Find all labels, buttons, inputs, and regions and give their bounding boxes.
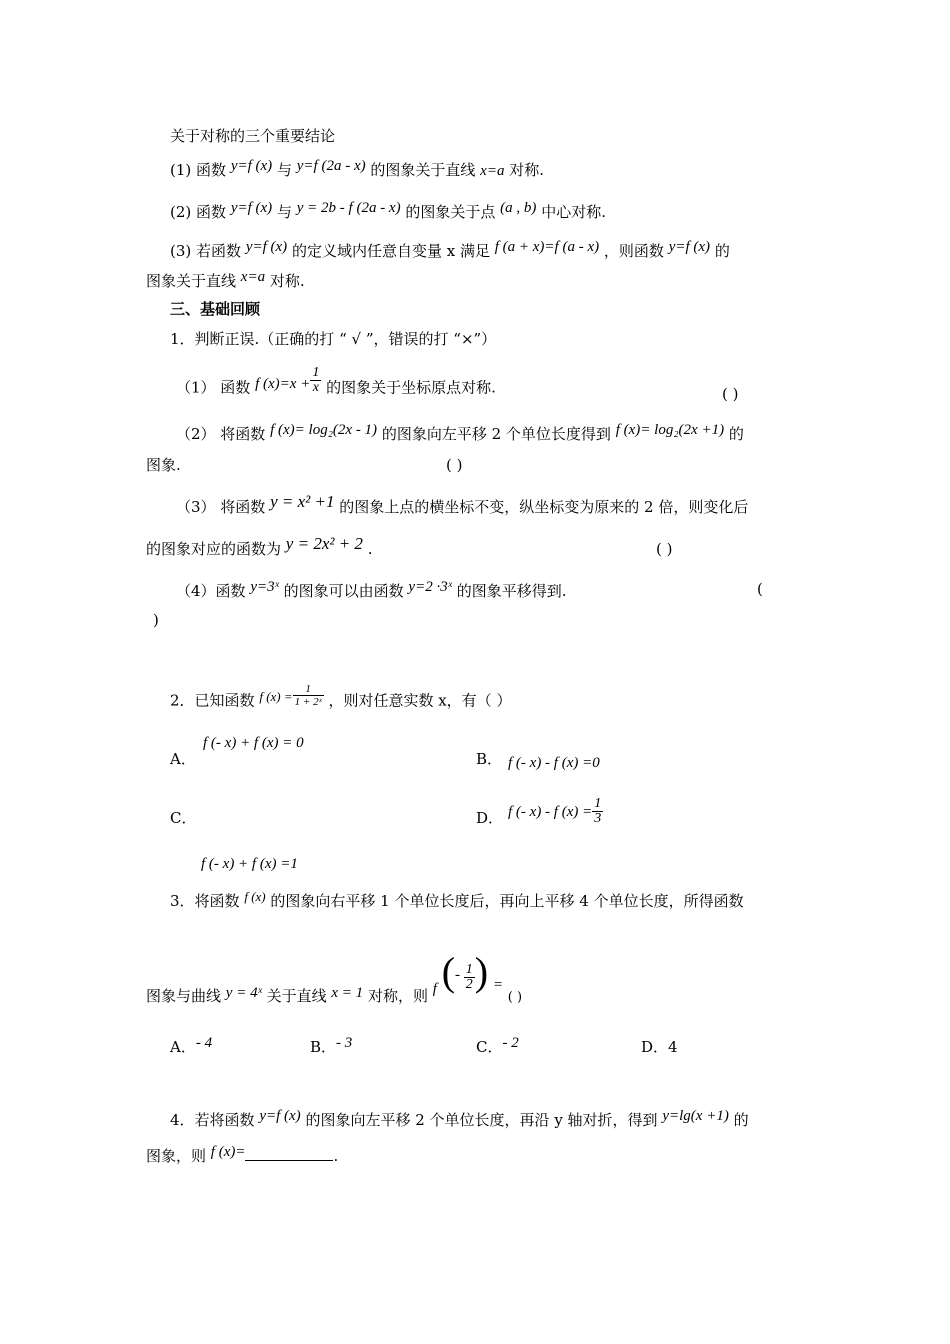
conclusion-1-math-3: x=a — [480, 163, 505, 179]
q3-option-b-label: B． — [310, 1038, 337, 1056]
q1-item-4-paren-open: ( — [757, 580, 763, 598]
q3-line-2 — [146, 949, 523, 1005]
q1-item-2-text: 的图象向左平移 2 个单位长度得到 — [381, 425, 611, 443]
q3-right-paren: ) — [474, 949, 489, 994]
q2-frac-den: 1 + 2ˣ — [294, 696, 322, 708]
q1-item-2-math-2: f (x)= log₂(2x +1) — [615, 422, 725, 438]
q3-line2-b: 关于直线 — [266, 987, 327, 1005]
q1-item-4-math-2: y=2 ·3ˣ — [408, 579, 452, 595]
q4-stem — [170, 1110, 749, 1131]
conclusion-1 — [170, 160, 544, 181]
q1-item-2-end: 的 — [728, 425, 744, 443]
conclusion-1-math-2: y=f (2a - x) — [296, 158, 366, 174]
q1-item-3-line2-end: . — [367, 540, 373, 558]
q1-item-1-label: （1） 函数 — [176, 378, 251, 397]
q3-option-a-label: A． — [170, 1038, 196, 1056]
q3-math-1: f (x) — [244, 889, 266, 904]
conclusion-1-suffix: 的图象关于直线 — [370, 161, 476, 179]
conclusion-3-prefix: (3) 若函数 — [170, 242, 242, 260]
q1-item-4-math-1: y=3ˣ — [250, 579, 279, 595]
conclusion-2-math-3: (a , b) — [500, 200, 537, 216]
q3-math-4: f — [432, 981, 437, 997]
q4-end: 的 — [733, 1111, 749, 1129]
conclusion-2 — [170, 202, 606, 223]
conclusion-1-prefix: (1) 函数 — [170, 161, 227, 179]
q3-stem — [170, 891, 744, 912]
conclusion-2-suffix: 的图象关于点 — [405, 203, 496, 221]
q4-answer-blank[interactable] — [245, 1146, 333, 1161]
q1-item-1-fraction — [310, 366, 321, 395]
q4-stem-a: 4．若将函数 — [170, 1111, 255, 1129]
q4-math-1: y=f (x) — [259, 1108, 301, 1124]
conclusion-3-line-2 — [146, 271, 305, 292]
conclusion-3-math-3: y=f (x) — [668, 239, 711, 255]
q3-math-5: = — [492, 977, 504, 993]
q1-item-2-answer-paren: ( ) — [446, 456, 463, 474]
q1-item-2 — [176, 424, 744, 445]
conclusion-3-line2-math: x=a — [240, 269, 266, 285]
conclusion-2-prefix: (2) 函数 — [170, 203, 227, 221]
conclusion-3-math-2: f (a + x)=f (a - x) — [494, 239, 600, 255]
q3-line2-c: 对称，则 — [367, 987, 428, 1005]
section-title: 三、基础回顾 — [170, 300, 261, 318]
q3-option-c-label: C． — [476, 1038, 503, 1056]
q1-item-3-math-2: y = 2x² + 2 — [285, 534, 363, 553]
q3-math-2: y = 4ˣ — [225, 985, 262, 1001]
q3-frac-num: 1 — [465, 961, 473, 977]
q1-stem: 1．判断正误.（正确的打 “ √ ”，错误的打 “×”） — [170, 330, 497, 348]
q1-item-4 — [176, 581, 567, 602]
q3-option-c-value: - 2 — [502, 1035, 519, 1051]
q2-math: f (x) = — [259, 688, 293, 704]
q1-item-1 — [176, 365, 496, 403]
conclusion-2-end: 中心对称. — [541, 203, 606, 221]
q2-option-c-expr: f (- x) + f (x) =1 — [201, 856, 298, 872]
q3-answer-paren: ( ) — [507, 990, 523, 1005]
q3-option-b — [310, 1037, 352, 1058]
conclusion-3-math-1: y=f (x) — [245, 239, 288, 255]
q2-option-c-label: C． — [170, 809, 197, 827]
q2-stem-a: 2．已知函数 — [170, 691, 255, 710]
q2-option-b-label: B． — [476, 750, 503, 768]
q1-item-1-frac-num: 1 — [312, 365, 320, 380]
q1-item-1-math: f (x)=x + — [255, 375, 311, 392]
conclusion-3-mid: 的定义域内任意自变量 x 满足 — [291, 242, 490, 260]
q3-math-3: x = 1 — [331, 985, 364, 1001]
q2-fraction — [293, 683, 324, 708]
q3-left-paren: ( — [441, 949, 456, 994]
conclusion-3 — [170, 241, 730, 262]
q3-option-a-value: - 4 — [195, 1035, 213, 1051]
conclusion-2-math-2: y = 2b - f (2a - x) — [296, 200, 401, 216]
q2-option-a-expr: f (- x) + f (x) = 0 — [203, 735, 304, 751]
conclusion-3-line2-text: 图象关于直线 — [146, 272, 237, 290]
q1-item-3-label: （3） 将函数 — [176, 498, 266, 516]
conclusion-1-end: 对称. — [509, 161, 545, 179]
q2-option-d — [508, 797, 603, 826]
q3-stem-b: 的图象向右平移 1 个单位长度后，再向上平移 4 个单位长度，所得函数 — [270, 892, 744, 910]
q3-option-b-value: - 3 — [336, 1035, 353, 1051]
q3-minus-sign: - — [455, 967, 464, 983]
q1-item-2-line2: 图象. — [146, 456, 181, 474]
q1-item-1-text: 的图象关于坐标原点对称. — [326, 378, 496, 397]
q2-option-b-expr: f (- x) - f (x) =0 — [508, 755, 600, 771]
q3-option-d-value: 4 — [668, 1038, 678, 1056]
section-heading: 关于对称的三个重要结论 — [170, 127, 336, 145]
q2-frac-num: 1 — [293, 683, 324, 696]
q2-stem — [170, 683, 512, 714]
q1-item-1-frac-den: x — [312, 380, 319, 395]
q1-item-4-text2: 的图象平移得到. — [456, 582, 567, 600]
q2-option-d-fraction — [592, 797, 603, 826]
q3-fraction — [464, 963, 475, 992]
q4-math-2: y=lg(x +1) — [662, 1108, 729, 1124]
conclusion-1-mid: 与 — [276, 161, 292, 179]
q4-line-2 — [146, 1146, 338, 1167]
conclusion-1-math-1: y=f (x) — [230, 158, 273, 174]
q2-option-d-expr: f (- x) - f (x) = — [508, 803, 593, 820]
q3-option-c — [476, 1037, 519, 1058]
q2-option-d-frac-den: 3 — [594, 811, 602, 826]
q4-line2-b: . — [333, 1147, 339, 1165]
q1-item-4-paren-close: ) — [153, 611, 159, 629]
conclusion-2-math-1: y=f (x) — [230, 200, 273, 216]
conclusion-3-end: 的 — [714, 242, 730, 260]
q3-option-a — [170, 1037, 212, 1058]
q4-line2-a: 图象，则 — [146, 1147, 207, 1165]
q1-item-4-label: （4）函数 — [176, 582, 246, 600]
q1-item-2-label: （2） 将函数 — [176, 425, 266, 443]
conclusion-3-suffix: ，则函数 — [603, 242, 664, 260]
q1-item-3-answer-paren: ( ) — [656, 540, 673, 558]
conclusion-2-mid: 与 — [276, 203, 292, 221]
q1-item-1-answer-paren: ( ) — [722, 385, 739, 403]
q3-option-d — [641, 1037, 678, 1057]
q1-item-4-text1: 的图象可以由函数 — [283, 582, 404, 600]
q1-item-3-math-1: y = x² +1 — [270, 492, 335, 511]
q2-option-a-label: A． — [170, 750, 196, 768]
q1-item-3-text: 的图象上点的横坐标不变，纵坐标变为原来的 2 倍，则变化后 — [339, 498, 749, 516]
q1-item-2-math-1: f (x)= log₂(2x - 1) — [270, 422, 378, 438]
q1-item-3 — [176, 492, 749, 517]
q3-line2-a: 图象与曲线 — [146, 987, 222, 1005]
conclusion-3-line2-end: 对称. — [269, 272, 305, 290]
q4-stem-b: 的图象向左平移 2 个单位长度，再沿 y 轴对折，得到 — [305, 1111, 658, 1129]
q4-math-3: f (x)= — [210, 1144, 246, 1160]
q3-option-d-label: D． — [641, 1038, 669, 1056]
q1-item-3-line2 — [146, 534, 373, 559]
q2-stem-b: ，则对任意实数 x，有（ ） — [328, 691, 512, 710]
q3-stem-a: 3．将函数 — [170, 892, 240, 910]
q3-frac-den: 2 — [465, 976, 473, 992]
q1-item-3-line2-text: 的图象对应的函数为 — [146, 540, 282, 558]
q2-option-d-frac-num: 1 — [594, 796, 602, 811]
q2-option-d-label: D． — [476, 809, 504, 827]
